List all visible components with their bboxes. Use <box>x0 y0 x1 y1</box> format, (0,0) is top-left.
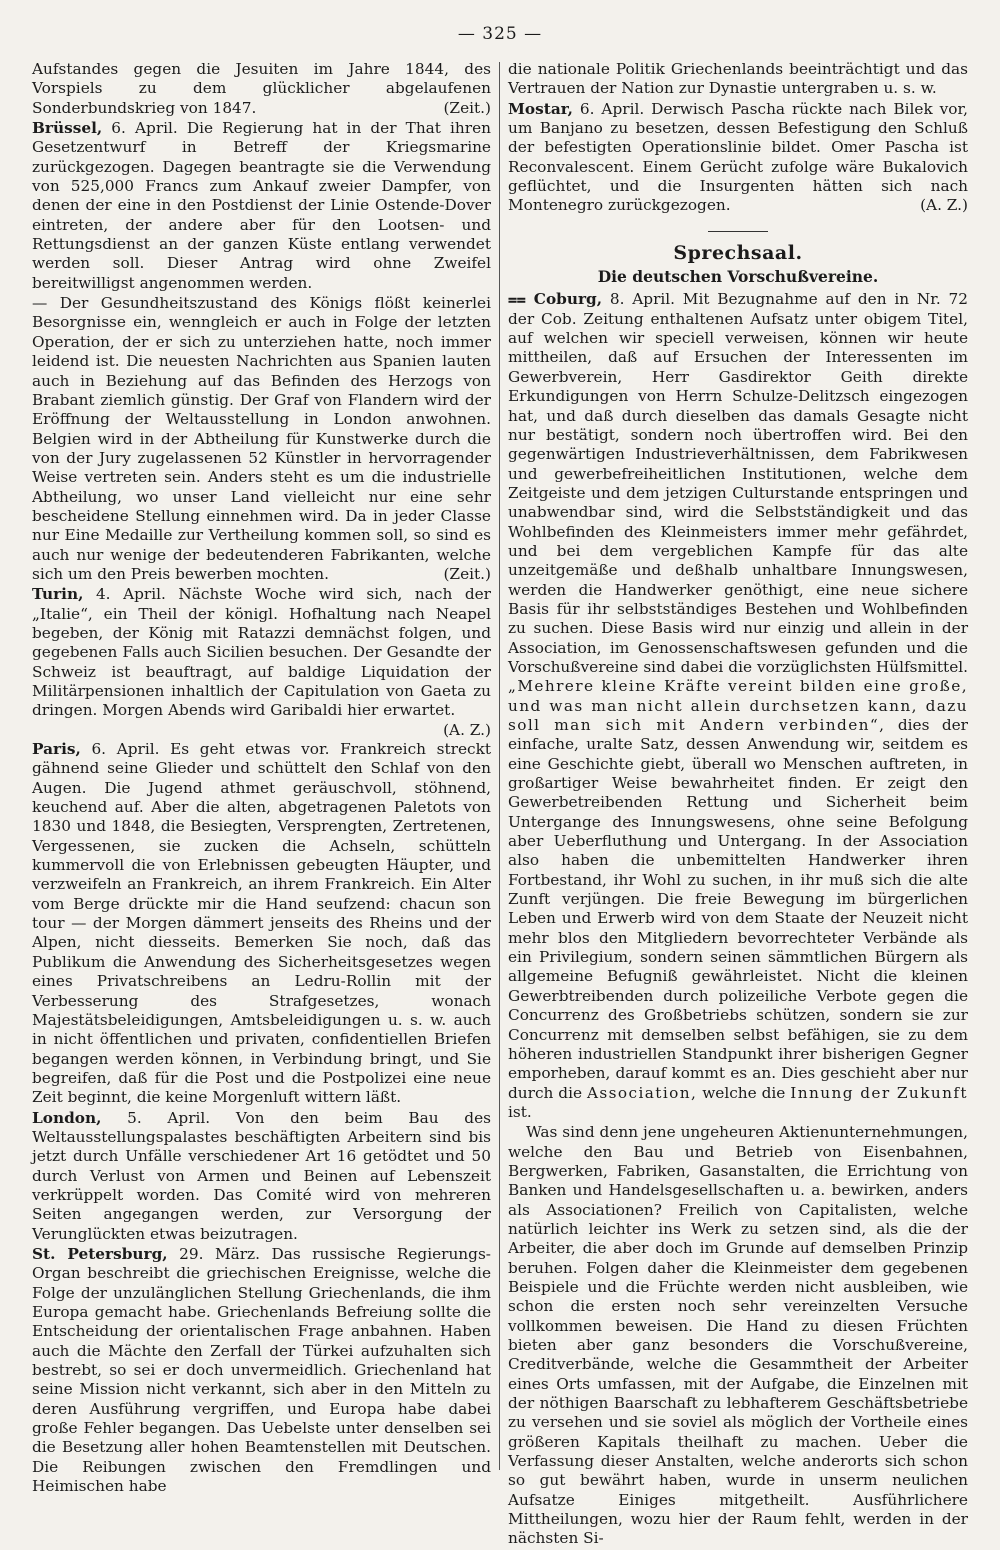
article-paragraph: Paris, 6. April. Es geht etwas vor. Frankreich streckt gähnend seine Glieder und schüttelt den Schlaf von den Augen. Die Jugend athmet geräuschvoll, stöhnend, keuchend auf. Aber die alten, abgetragenen Paletots von 1830 und 1848, die Besiegten, Versprengten, Zertretenen, Vergessenen, sie zucken die Achseln, schütteln kummervoll die von Erlebnissen gebeugten Häupter, und verzweifeln an Frankreich, an ihrem Frankreich. Ein Alter vom Berge drückte mir die Hand seufzend: chacun son tour — der Morgen dämmert jenseits des Rheins und der Alpen, nicht diesseits. Bemerken Sie noch, daß das Publikum die Anwendung des Sicherheitsgesetzes wegen eines Privatschreibens an Ledru-Rollin mit der Verbesserung des Strafgesetzes, wonach Majestätsbeleidigungen, Amtsbeleidigungen u. s. w. auch in nicht öffentlichen und privaten, confidentiellen Briefen begangen werden können, in Verbindung bringt, und Sie begreifen, daß für die Post und die Postpolizei eine neue Zeit beginnt, die keine Morgenluft wittern läßt. <box>32 740 491 1107</box>
left-column <box>32 60 491 1497</box>
section-subtitle: Die deutschen Vorschußvereine. <box>597 267 879 287</box>
source-note: (Zeit.) <box>443 98 491 117</box>
article-paragraph: London, 5. April. Von den beim Bau des Weltausstellungspalastes beschäftigten Arbeitern sind bis jetzt durch Unfälle verschiedener Art 16 getödtet und 50 durch Verlust von Armen und Beinen auf Lebenszeit verkrüppelt worden. Das Comité wird von mehreren Seiten angegangen werden, zur Versorgung der Verunglückten etwas beizutragen. <box>32 1108 491 1243</box>
dateline: ⩵ Coburg, <box>508 290 603 309</box>
article-paragraph: ⩵ Coburg, 8. April. Mit Bezugnahme auf den in Nr. 72 der Cob. Zeitung enthaltenen Aufsatz unter obigem Titel, auf welchen wir speciell verweisen, können wir heute mittheilen, daß auf Ersuchen der Interessenten im Gewerbverein, Herr Gasdirektor Geith direkte Erkundigungen von Herrn Schulze-Delitzsch eingezogen hat, und daß durch dieselben das damals Gesagte nicht nur bestätigt, sondern noch übertroffen wird. Bei den gegenwärtigen Industrieverhältnissen, dem Fabrikwesen und gewerbefreiheitlichen Institutionen, welche dem Zeitgeiste und dem jetzigen Culturstande entspringen und unabwendbar sind, wird die Selbstständigkeit und das Wohlbefinden des Kleinmeisters immer mehr gefährdet, und bei dem vergeblichen Kampfe für das alte unzeitgemäße und deßhalb unhaltbare Innungswesen, werden die Handwerker genöthigt, eine neue sichere Basis für ihr selbstständiges Bestehen und Wohlbefinden zu suchen. Diese Basis wird nur einzig und allein in der Association, im Genossenschaftswesen gefunden und die Vorschußvereine sind dabei die vorzüglichsten Hülfsmittel. „Mehrere kleine Kräfte vereint bilden eine große, und was man nicht allein durchsetzen kann, dazu soll man sich mit Andern verbinden“, dies der einfache, uralte Satz, dessen Anwendung wir, seitdem es eine Geschichte giebt, überall wo Menschen auftreten, in großartiger Weise bewahrheitet finden. Er zeigt den Gewerbetreibenden Rettung und Sicherheit beim Untergange des Innungswesens, ohne seine Befolgung aber Ueberfluthung und Untergang. In der Association also haben die unbemittelten Handwerker ihren Fortbestand, ihr Wohl zu suchen, in ihr muß sich die alte Zunft verjüngen. Die freie Bewegung im bürgerlichen Leben und Erwerb wird von dem Staate der Neuzeit nicht mehr blos den Mitgliedern bevorrechteter Verbände als ein Privilegium, sondern seinen sämmtlichen Bürgern als allgemeine Befugniß gewährleistet. Nicht die kleinen Gewerbtreibenden durch polizeiliche Verbote gegen die Concurrenz des Großbetriebs schützen, sondern sie zur Concurrenz mit demselben selbst befähigen, sie zu dem höheren industriellen Standpunkt ihrer bisherigen Gegner emporheben, darauf kommt es an. Dies geschieht aber nur durch die Association, welche die Innung der Zukunft ist. <box>508 290 968 1121</box>
article-paragraph: die nationale Politik Griechenlands beeinträchtigt und das Vertrauen der Nation zur Dynastie untergraben u. s. w. <box>508 60 968 98</box>
source-note: (A. Z.) <box>920 196 968 215</box>
source-note: (A. Z.) <box>443 720 491 739</box>
right-column <box>508 60 968 1550</box>
dateline: Mostar, <box>508 99 573 118</box>
article-paragraph: Brüssel, 6. April. Die Regierung hat in der That ihren Gesetzentwurf in Betreff der Kriegsmarine zurückgezogen. Dagegen beantragte sie die Verwendung von 525,000 Francs zum Ankauf zweier Dampfer, von denen der eine in den Postdienst der Linie Ostende-Dover eintreten, der andere aber für den Lootsen- und Rettungsdienst an der ganzen Küste entlang verwendet werden soll. Dieser Antrag wird ohne Zweifel bereitwilligst angenommen werden. <box>32 119 491 292</box>
article-paragraph: Mostar, 6. April. Derwisch Pascha rückte nach Bilek vor, um Banjano zu besetzen, dessen Befestigung den Schluß der befestigten Operationslinie bildet. Omer Pascha ist Reconvalescent. Einem Gerücht zufolge wäre Bukalovich geflüchtet, und die Insurgenten hätten sich nach Montenegro zurückgezogen. (A. Z.) <box>508 99 968 215</box>
column-divider <box>499 62 500 1470</box>
dateline: London, <box>32 1108 102 1127</box>
source-note: (Zeit.) <box>443 564 491 583</box>
article-paragraph: Was sind denn jene ungeheuren Aktienunternehmungen, welche den Bau und Betrieb von Eisenbahnen, Bergwerken, Fabriken, Gasanstalten, die Errichtung von Banken und Handelsgesellschaften u. a. bewirken, anders als Associationen? Freilich von Capitalisten, welche natürlich leichter ins Werk zu setzen sind, als die der Arbeiter, die aber doch im Grunde auf demselben Prinzip beruhen. Folgen daher die Kleinmeister dem gegebenen Beispiele und die Früchte werden nicht ausbleiben, wie schon die ersten noch sehr vereinzelten Versuche vollkommen beweisen. Die Hand zu diesen Früchten bieten aber ganz besonders die Vorschußvereine, Creditverbände, welche die Gesammtheit der Arbeiter eines Orts umfassen, mit der Aufgabe, die Einzelnen mit der nöthigen Baarschaft zu lebhafterem Geschäftsbetriebe zu versehen und sie soviel als möglich der Vortheile eines größeren Kapitals theilhaft zu machen. Ueber die Verfassung dieser Anstalten, welche anderorts sich schon so gut bewährt haben, wurde in unserm neulichen Aufsatze Einiges mitgetheilt. Ausführlichere Mittheilungen, wozu hier der Raum fehlt, werden in der nächsten Si- <box>508 1123 968 1548</box>
article-paragraph: Aufstandes gegen die Jesuiten im Jahre 1844, des Vorspiels zu dem glücklicher abgelaufenen Sonderbundskrieg von 1847. (Zeit.) <box>32 60 491 117</box>
section-separator <box>708 231 768 232</box>
article-paragraph: St. Petersburg, 29. März. Das russische Regierungs-Organ beschreibt die griechischen Ereignisse, welche die Folge der unzulänglichen Stellung Griechenlands, die ihm Europa gemacht habe. Griechenlands Befreiung sollte die Entscheidung der orientalischen Frage anbahnen. Haben auch die Mächte den Zerfall der Türkei aufzuhalten sich bestrebt, so sei er doch unvermeidlich. Griechenland hat seine Mission nicht verkannt, sich aber in den Mitteln zu deren Ausführung vergriffen, und Europa habe dabei große Fehler begangen. Das Uebelste unter denselben sei die Besetzung aller hohen Beamtenstellen mit Deutschen. Die Reibungen zwischen den Fremdlingen und Heimischen habe <box>32 1244 491 1496</box>
article-paragraph: Turin, 4. April. Nächste Woche wird sich, nach der „Italie“, ein Theil der königl. Hofhaltung nach Neapel begeben, der König mit Ratazzi demnächst folgen, und gegebenen Falls auch Sicilien besuchen. Der Gesandte der Schweiz ist beauftragt, auf baldige Liquidation der Militärpensionen inhaltlich der Capitulation von Gaeta zu dringen. Morgen Abends wird Garibaldi hier erwartet. (A. Z.) <box>32 585 491 739</box>
dateline: Brüssel, <box>32 119 103 138</box>
section-title: Sprechsaal. <box>673 241 803 264</box>
dateline: Turin, <box>32 585 84 604</box>
dateline: Paris, <box>32 740 81 759</box>
dateline: St. Petersburg, <box>32 1244 168 1263</box>
article-paragraph: — Der Gesundheitszustand des Königs flößt keinerlei Besorgnisse ein, wenngleich er auch in Folge der letzten Operation, der er sich zu unterziehen hatte, noch immer leidend ist. Die neuesten Nachrichten aus Spanien lauten auch in Beziehung auf das Befinden des Herzogs von Brabant ziemlich günstig. Der Graf von Flandern wird der Eröffnung der Weltausstellung in London anwohnen. Belgien wird in der Abtheilung für Kunstwerke durch die von der Jury zugelassenen 52 Künstler in hervorragender Weise vertreten sein. Anders steht es um die industrielle Abtheilung, wo unser Land vielleicht nur eine sehr bescheidene Stellung einnehmen wird. Da in jeder Classe nur Eine Medaille zur Vertheilung kommen soll, so sind es auch nur wenige der bedeutenderen Fabrikanten, welche sich um den Preis bewerben mochten. (Zeit.) <box>32 294 491 583</box>
page-number: — 325 — <box>457 24 543 44</box>
quoted-maxim: „Mehrere kleine Kräfte vereint bilden eine große, und was man nicht allein durchsetzen kann, dazu soll man sich mit Andern verbinden“, <box>508 677 968 734</box>
